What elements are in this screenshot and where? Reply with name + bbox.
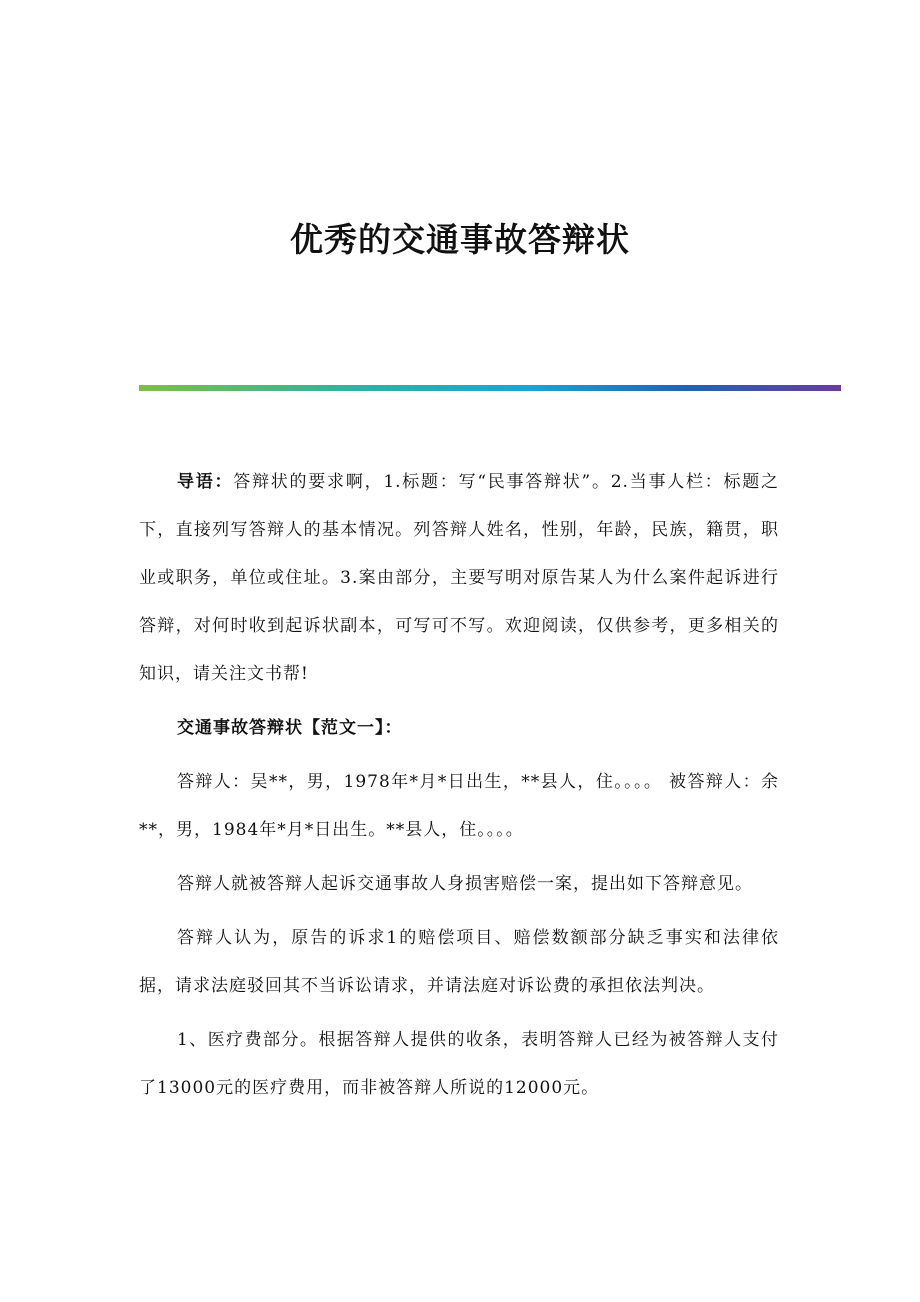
paragraph-argument: 答辩人认为，原告的诉求1的赔偿项目、赔偿数额部分缺乏事实和法律依据，请求法庭驳回其不当诉讼请求，并请法庭对诉讼费的承担依法判决。 xyxy=(139,928,779,996)
intro-label: 导语： xyxy=(177,472,234,492)
paragraph-medical-fees: 1、医疗费部分。根据答辩人提供的收条，表明答辩人已经为被答辩人支付了13000元的医疗费用，而非被答辩人所说的12000元。 xyxy=(139,1030,779,1098)
document-title: 优秀的交通事故答辩状 xyxy=(290,220,630,259)
paragraph-parties: 答辩人：吴**，男，1978年*月*日出生，**县人，住。。。。 被答辩人：余**，男，1984年*月*日出生。**县人，住。。。。 xyxy=(139,772,779,840)
gradient-divider xyxy=(139,385,841,391)
intro-text: 答辩状的要求啊，1.标题：写“民事答辩状”。2.当事人栏：标题之下，直接列写答辩人的基本情况。列答辩人姓名，性别，年龄，民族，籍贯，职业或职务，单位或住址。3.案由部分，主要写明对原告某人为什么案件起诉进行答辩，对何时收到起诉状副本，可写可不写。欢迎阅读，仅供参考，更多相关的知识，请关注文书帮! xyxy=(139,472,780,684)
intro-paragraph xyxy=(139,458,779,698)
section-heading: 交通事故答辩状【范文一】： xyxy=(177,718,403,738)
paragraph-statement: 答辩人就被答辩人起诉交通事故人身损害赔偿一案，提出如下答辩意见。 xyxy=(177,874,753,894)
document-body xyxy=(139,458,779,1112)
